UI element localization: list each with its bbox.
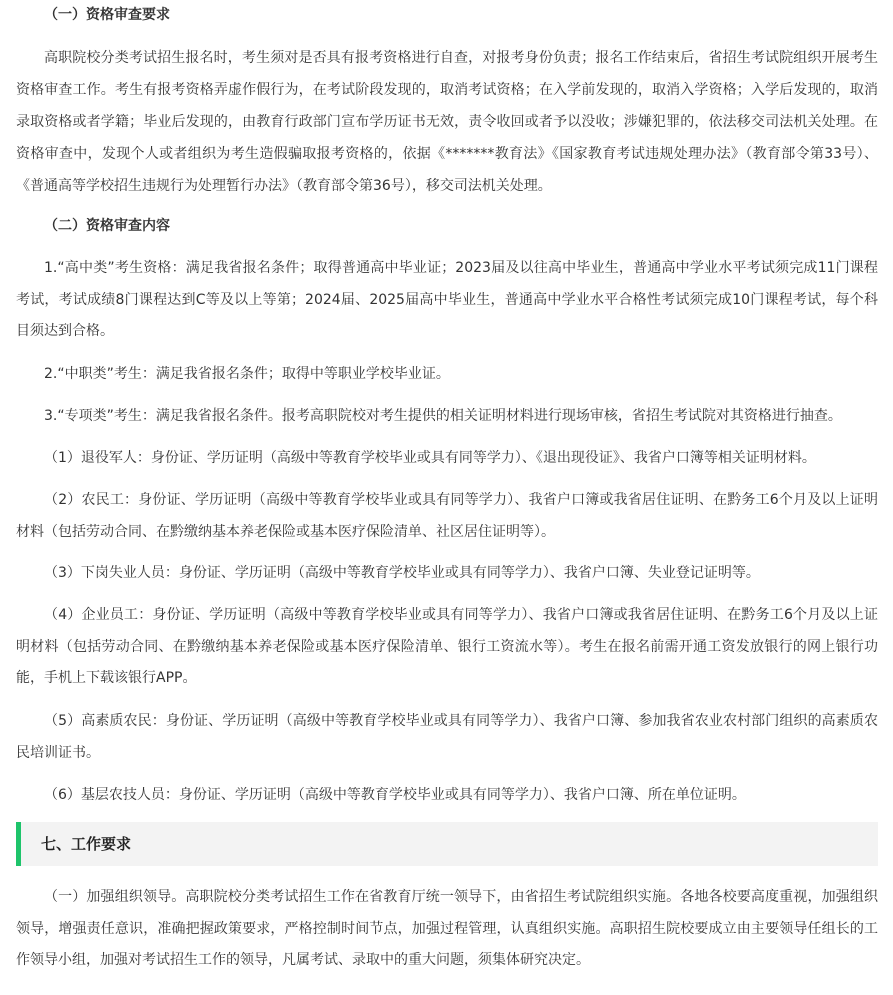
section-two-item-9: （6）基层农技人员：身份证、学历证明（高级中等教育学校毕业或具有同等学力）、我省户口簿、所在单位证明。 (44, 787, 746, 803)
section-two-item-9-block (16, 780, 878, 812)
section-two-item-8: （5）高素质农民：身份证、学历证明（高级中等教育学校毕业或具有同等学力）、我省户口簿、参加我省农业农村部门组织的高素质农民培训证书。 (16, 713, 878, 761)
section-two-item-3-block (16, 401, 878, 433)
section-two (16, 211, 878, 242)
section-two-item-2: 2.“中职类”考生：满足我省报名条件；取得中等职业学校毕业证。 (44, 366, 450, 382)
section-two-item-6-block (16, 558, 878, 590)
section-two-item-1-block (16, 253, 878, 348)
section-two-item-5-block (16, 485, 878, 548)
section-seven-title: 七、工作要求 (41, 835, 132, 853)
section-one-paragraph: 高职院校分类考试招生报名时，考生须对是否具有报考资格进行自查，对报考身份负责；报名工作结束后，省招生考试院组织开展考生资格审查工作。考生有报考资格弄虚作假行为，在考试阶段发现的，取消考试资格；在入学前发现的，取消入学资格；入学后发现的，取消录取资格或者学籍；毕业后发现的，由教育行政部门宣布学历证书无效，责令收回或者予以没收；涉嫌犯罪的，依法移交司法机关处理。在资格审查中，发现个人或者组织为考生造假骗取报考资格的，依据《*******教育法》《国家教育考试违规处理办法》（教育部令第33号）、《普通高等学校招生违规行为处理暂行办法》（教育部令第36号），移交司法机关处理。 (16, 50, 878, 194)
section-two-item-4-block (16, 443, 878, 475)
section-seven-title-bar (16, 822, 878, 866)
section-two-item-1: 1.“高中类”考生资格：满足我省报名条件；取得普通高中毕业证；2023届及以往高中毕业生，普通高中学业水平考试须完成11门课程考试，考试成绩8门课程达到C等及以上等第；2024届、2025届高中毕业生，普通高中学业水平合格性考试须完成10门课程考试，每个科目须达到合格。 (16, 260, 878, 339)
section-one (16, 0, 878, 31)
section-seven-paragraph: （一）加强组织领导。高职院校分类考试招生工作在省教育厅统一领导下，由省招生考试院组织实施。各地各校要高度重视，加强组织领导，增强责任意识，准确把握政策要求，严格控制时间节点，加强过程管理，认真组织实施。高职招生院校要成立由主要领导任组长的工作领导小组，加强对考试招生工作的领导，凡属考试、录取中的重大问题，须集体研究决定。 (16, 889, 878, 968)
section-two-item-4: （1）退役军人：身份证、学历证明（高级中等教育学校毕业或具有同等学力）、《退出现役证》、我省户口簿等相关证明材料。 (44, 450, 816, 466)
section-two-item-6: （3）下岗失业人员：身份证、学历证明（高级中等教育学校毕业或具有同等学力）、我省户口簿、失业登记证明等。 (44, 565, 760, 581)
section-two-heading: （二）资格审查内容 (44, 218, 170, 234)
section-seven-body (16, 882, 878, 977)
section-one-body (16, 42, 878, 202)
section-two-item-7-block (16, 600, 878, 695)
section-one-heading: （一）资格审查要求 (44, 7, 170, 23)
section-two-item-7: （4）企业员工：身份证、学历证明（高级中等教育学校毕业或具有同等学力）、我省户口簿或我省居住证明、在黔务工6个月及以上证明材料（包括劳动合同、在黔缴纳基本养老保险或基本医疗保险清单、银行工资流水等）。考生在报名前需开通工资发放银行的网上银行功能，手机上下载该银行APP。 (16, 607, 878, 686)
section-two-item-2-block (16, 359, 878, 391)
section-two-item-5: （2）农民工：身份证、学历证明（高级中等教育学校毕业或具有同等学力）、我省户口簿或我省居住证明、在黔务工6个月及以上证明材料（包括劳动合同、在黔缴纳基本养老保险或基本医疗保险清单、社区居住证明等）。 (16, 492, 878, 540)
section-two-item-3: 3.“专项类”考生：满足我省报名条件。报考高职院校对考生提供的相关证明材料进行现场审核，省招生考试院对其资格进行抽查。 (44, 408, 842, 424)
section-two-item-8-block (16, 706, 878, 769)
